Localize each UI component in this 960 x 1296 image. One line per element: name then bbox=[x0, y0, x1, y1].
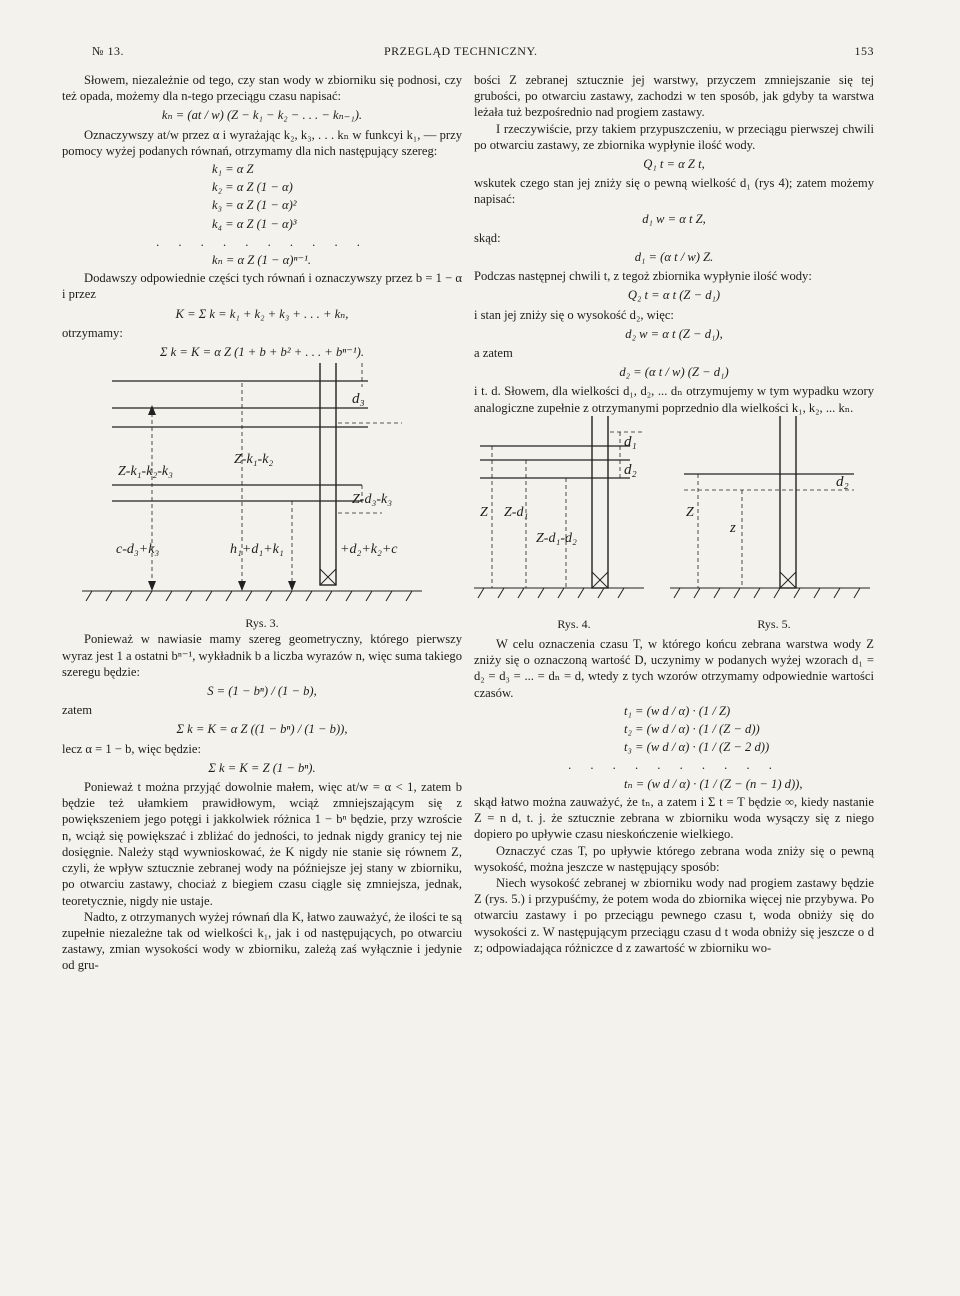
figure-rys-3 bbox=[62, 363, 462, 615]
figure-label: Z-d₃-k₃ bbox=[352, 492, 393, 508]
figure-label: z bbox=[730, 519, 736, 536]
figure-4-caption: Rys. 4. bbox=[557, 616, 591, 631]
paragraph: lecz α = 1 − b, więc będzie: bbox=[62, 741, 201, 756]
paragraph: Ponieważ t można przyjąć dowolnie małem, więc at/w = α < 1, zatem b będzie też ułamkiem prawidłowym, wciąż zmniejszającym się z powiększeniem jego potęgi i jakkolwiek różnica 1 − bⁿ będzie, przy wzroście n, wciąż się powiększać i zbliżać do jedności, to jednak nigdy granicy tej nie dosięgnie. Należy stąd wywnioskować, że K nigdy nie stanie się równem Z, czyli, że wpływ sztucznie zebranej wody na późniejsze jej stany w zbiorniku, po otwarciu zastawy, chociaż z biegiem czasu ciągle się zmniejsza, jednak, teoretycznie, nigdy nie ustaje. bbox=[62, 780, 462, 908]
figure-label: d₂ bbox=[836, 473, 849, 490]
equation-sum: Σ k = K = α Z (1 + b + b² + . . . + bⁿ⁻¹). bbox=[160, 345, 364, 360]
figure-label: c-d₃+k₃ bbox=[116, 542, 160, 558]
figure-label: h₁+d₁+k₁ bbox=[230, 542, 284, 558]
paragraph: bości Z zebranej sztucznie jej warstwy, przyczem zmniejszanie się tej grubości, po otwarciu zastawy, zachodzi w ten sposób, jak gdyby ta warstwa leżała tuż bezpośrednio nad progiem zastawy. bbox=[474, 73, 874, 120]
journal-title: PRZEGLĄD TECHNICZNY. bbox=[384, 44, 538, 58]
figure-label: +d₂+k₂+c bbox=[340, 542, 398, 558]
paragraph: i t. d. Słowem, dla wielkości d₁, d₂, ... dₙ otrzymujemy w tym wypadku wzory analogiczne zupełnie z otrzymanymi poprzednio dla wielkości k₁, k₂, ... kₙ. bbox=[474, 384, 874, 415]
figure-3-caption: Rys. 3. bbox=[245, 616, 279, 631]
equation-Q2: Q₂ t = α t (Z − d₁) bbox=[627, 288, 721, 303]
time-equation: tₙ = (w d / α) · (1 / (Z − (n − 1) d)), bbox=[624, 776, 803, 791]
equation-sum-2: Σ k = K = α Z ((1 − bⁿ) / (1 − b)), bbox=[176, 722, 348, 737]
series-line: k₂ = α Z (1 − α) bbox=[212, 180, 293, 195]
equation-d2w: d₂ w = α t (Z − d₁), bbox=[625, 326, 723, 341]
paragraph: wskutek czego stan jej zniży się o pewną wielkość d₁ (rys 4); zatem możemy napisać: bbox=[474, 176, 874, 207]
series-ellipsis: . . . . . . . . . . bbox=[156, 234, 368, 249]
figure-label: d₂ bbox=[624, 461, 637, 478]
paragraph: Ponieważ w nawiasie mamy szereg geometryczny, którego pierwszy wyraz jest 1 a ostatni bⁿ⁻¹, wykładnik b a liczba wyrazów n, więc suma takiego szeregu będzie: bbox=[62, 632, 462, 679]
page-number: 153 bbox=[854, 44, 874, 58]
time-equation: t₃ = (w d / α) · (1 / (Z − 2 d)) bbox=[624, 740, 770, 755]
figure-label: Z-k₁-k₂ bbox=[234, 452, 274, 468]
left-column bbox=[62, 72, 462, 974]
time-ellipsis: . . . . . . . . . . bbox=[568, 758, 780, 773]
figure-label: d₁ bbox=[624, 433, 637, 450]
equation-d1w: d₁ w = α t Z, bbox=[642, 211, 706, 226]
paragraph: W celu oznaczenia czasu T, w którego końcu zebrana warstwa wody Z zniży się o oznaczoną wartość D, uczynimy w podanych wyżej wzorach d₁ = d₂ = d₃ = ... = dₙ = d, wtedy z tych wzorów otrzymamy odpowiednie wartości czasów. bbox=[474, 637, 874, 700]
series-line: k₃ = α Z (1 − α)² bbox=[212, 198, 297, 213]
time-equation: t₁ = (w d / α) · (1 / Z) bbox=[624, 703, 731, 718]
paragraph: Nadto, z otrzymanych wyżej równań dla K, łatwo zauważyć, że ilości te są zupełnie niezależne tak od wielkości k₁, jak i od następujących, po otwarciu zastawy, zmian wysokości wody w zbiorniku, zależą zaś wyłącznie i jedynie od gru- bbox=[62, 909, 462, 973]
figure-label: Z-d₁ bbox=[504, 504, 529, 520]
figure-5-caption: Rys. 5. bbox=[757, 616, 791, 631]
paragraph: Podczas następnej chwili t, z tegoż zbiornika wypłynie ilość wody: bbox=[474, 269, 812, 284]
series-line: kₙ = α Z (1 − α)ⁿ⁻¹. bbox=[212, 253, 312, 268]
paragraph: Oznaczyć czas T, po upływie którego zebrana woda zniży się o pewną wysokość, można jeszcze w następujący sposób: bbox=[474, 843, 874, 874]
figure-label: Z bbox=[686, 504, 694, 520]
figure-label: Z-d₁-d₂ bbox=[536, 530, 577, 546]
figures-rys-4-5 bbox=[474, 416, 874, 616]
page-header bbox=[0, 44, 960, 68]
equation-K: K = Σ k = k₁ + k₂ + k₃ + . . . + kₙ, bbox=[175, 306, 349, 321]
equation-d1: d₁ = (α t / w) Z. bbox=[634, 250, 714, 265]
series-line: k₁ = α Z bbox=[212, 162, 254, 177]
paragraph: skąd łatwo można zauważyć, że tₙ, a zatem i Σ t = T będzie ∞, kiedy nastanie Z = n d, t. j. że sztucznie zebrana w zbiorniku woda wysączy się z niego dopiero po upływie czasu nieskończenie wielkiego. bbox=[474, 794, 874, 842]
paragraph: Dodawszy odpowiednie części tych równań i oznaczywszy przez b = 1 − α i przez bbox=[62, 271, 462, 302]
equation-sum-3: Σ k = K = Z (1 − bⁿ). bbox=[208, 760, 316, 775]
figure-3-background bbox=[62, 363, 462, 615]
figure-label: Z-k₁-k₂-k₃ bbox=[118, 464, 174, 480]
paragraph: Słowem, niezależnie od tego, czy stan wody w zbiorniku się podnosi, czy też opada, możemy dla n-tego przeciągu czasu napisać: bbox=[62, 73, 462, 104]
figure-label: Z bbox=[480, 504, 488, 520]
paragraph: i stan jej zniży się o wysokość d₂, więc: bbox=[474, 307, 674, 322]
word-skad: skąd: bbox=[474, 230, 501, 245]
equation-S: S = (1 − bⁿ) / (1 − b), bbox=[207, 684, 317, 699]
paragraph: otrzymamy: bbox=[62, 325, 123, 340]
equation-d2: d₂ = (α t / w) (Z − d₁) bbox=[619, 365, 729, 380]
word-a-zatem: a zatem bbox=[474, 346, 513, 361]
series-line: k₄ = α Z (1 − α)³ bbox=[212, 216, 297, 231]
figure-4-5-captions bbox=[474, 616, 874, 632]
figure-label: d₃ bbox=[352, 391, 365, 408]
paragraph: I rzeczywiście, przy takiem przypuszczeniu, w przeciągu pierwszej chwili po otwarciu zastawy, ze zbiornika wypłynie ilość wody. bbox=[474, 121, 874, 152]
paragraph: Oznaczywszy at/w przez α i wyrażając k₂, k₃, . . . kₙ w funkcyi k₁, — przy pomocy wyżej podanych równań, otrzymamy dla nich następujący szereg: bbox=[62, 127, 462, 158]
right-column bbox=[474, 72, 874, 956]
equation-kn: kₙ = (at / w) (Z − k₁ − k₂ − . . . − kₙ₋₁). bbox=[161, 108, 363, 123]
issue-number: № 13. bbox=[92, 44, 124, 58]
word-zatem: zatem bbox=[62, 703, 93, 718]
paragraph: Niech wysokość zebranej w zbiorniku wody nad progiem zastawy będzie Z (rys. 5.) i przypuśćmy, że potem woda do zbiornika więcej nie przybywa. Po otwarciu zastawy i po przeciągu pewnego czasu t, woda obniży się do wysokości z. W następującym przeciągu czasu d t woda obniży się jeszcze o d z; odpowiadająca różniczce d z zawartość w zbiorniku wo- bbox=[474, 875, 874, 955]
equation-Q1: Q₁ t = α Z t, bbox=[643, 157, 705, 172]
time-equation: t₂ = (w d / α) · (1 / (Z − d)) bbox=[624, 722, 760, 737]
